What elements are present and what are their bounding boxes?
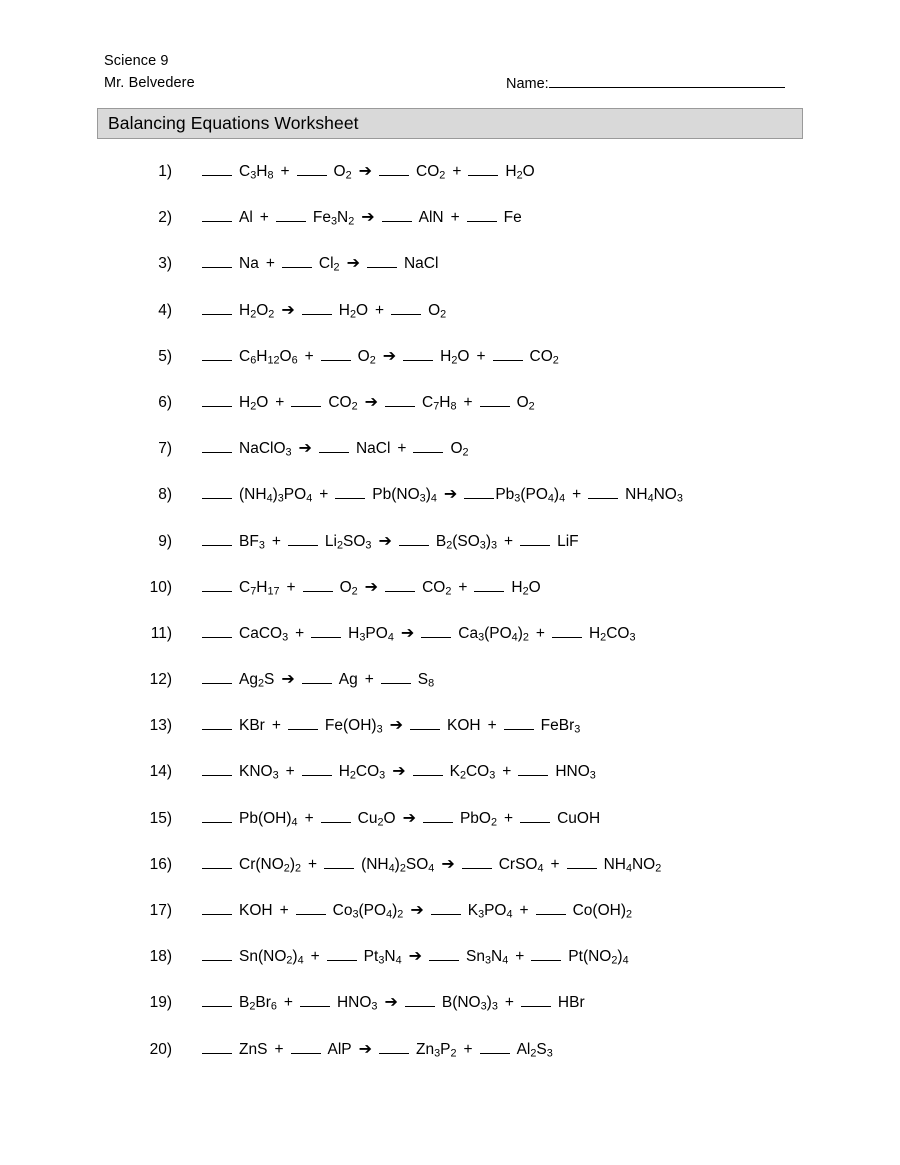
coefficient-blank[interactable]: [399, 532, 429, 546]
equation-number: 17): [149, 902, 172, 919]
chemical-formula: PbO$_2$: [459, 809, 498, 828]
plus-operator: +: [286, 578, 296, 596]
chemical-formula: $H_2CO_3$: [338, 763, 386, 782]
coefficient-blank[interactable]: [567, 855, 597, 869]
coefficient-blank[interactable]: [520, 809, 550, 823]
coefficient-blank[interactable]: [202, 301, 232, 315]
plus-operator: +: [476, 347, 486, 365]
chemical-formula: $O_2$: [357, 347, 376, 367]
coefficient-blank[interactable]: [464, 485, 494, 499]
plus-operator: +: [463, 1040, 473, 1058]
plus-operator: +: [535, 624, 545, 642]
chemical-formula: NaClO$_3$: [239, 440, 292, 459]
equation-expression: [202, 898, 632, 922]
equation-row: [0, 205, 900, 251]
chemical-formula: $Cu_2O$: [357, 809, 396, 828]
coefficient-blank[interactable]: [202, 624, 232, 638]
coefficient-blank[interactable]: [202, 347, 232, 361]
equation-number: 15): [149, 809, 172, 827]
chemical-formula: $Pb(OH)_4$: [239, 809, 298, 828]
coefficient-blank[interactable]: [382, 208, 412, 222]
coefficient-blank[interactable]: [202, 439, 232, 453]
chemical-formula: NaCl: [355, 440, 391, 458]
plus-operator: +: [504, 532, 514, 550]
reaction-arrow-icon: ➔: [408, 948, 422, 966]
chemical-formula: $HNO_3$: [336, 994, 378, 1013]
reaction-arrow-icon: ➔: [298, 440, 312, 458]
reaction-arrow-icon: ➔: [410, 902, 424, 919]
chemical-formula: $O_2$: [428, 301, 447, 320]
coefficient-blank[interactable]: [493, 347, 523, 361]
chemical-formula: $C_7H_{17}$: [239, 578, 280, 598]
equation-expression: [202, 529, 579, 553]
coefficient-blank[interactable]: [552, 624, 582, 638]
chemical-formula: $H_2O$: [505, 163, 535, 182]
plus-operator: +: [397, 440, 407, 458]
plus-operator: +: [463, 393, 473, 411]
equation-row: [0, 713, 900, 759]
coefficient-blank[interactable]: [202, 855, 232, 869]
plus-operator: +: [504, 994, 514, 1012]
plus-operator: +: [283, 994, 293, 1012]
coefficient-blank[interactable]: [462, 855, 492, 869]
plus-operator: +: [304, 347, 314, 365]
chemical-formula: Na: [239, 255, 259, 273]
chemical-formula: AlP: [327, 1040, 352, 1058]
coefficient-blank[interactable]: [381, 670, 411, 684]
coefficient-blank[interactable]: [474, 578, 504, 592]
coefficient-blank[interactable]: [321, 809, 351, 823]
reaction-arrow-icon: ➔: [378, 532, 392, 550]
coefficient-blank[interactable]: [467, 208, 497, 222]
coefficient-blank[interactable]: [202, 716, 232, 730]
course-name: Science 9: [104, 53, 169, 69]
equation-number: 20): [149, 1040, 172, 1058]
equation-expression: [202, 251, 438, 275]
coefficient-blank[interactable]: [297, 162, 327, 176]
plus-operator: +: [515, 948, 525, 966]
chemical-formula: $Li_2SO_3$: [324, 532, 372, 551]
course-info: [104, 50, 195, 94]
coefficient-blank[interactable]: [202, 947, 232, 961]
coefficient-blank[interactable]: [324, 855, 354, 869]
equation-expression: [202, 159, 535, 183]
chemical-formula: $Fe(OH)_3$: [324, 717, 383, 736]
coefficient-blank[interactable]: [403, 347, 433, 361]
equation-expression: [202, 944, 629, 968]
plus-operator: +: [279, 902, 289, 919]
chemical-formula: $C_7H_8$: [422, 393, 457, 413]
name-label: Name:: [506, 76, 549, 92]
page-title: Balancing Equations Worksheet: [108, 113, 359, 133]
chemical-formula: $Pb_3(PO_4)_4$: [495, 486, 566, 505]
coefficient-blank[interactable]: [321, 347, 351, 361]
coefficient-blank[interactable]: [282, 254, 312, 268]
plus-operator: +: [375, 301, 385, 319]
chemical-formula: $H_2O$: [239, 393, 269, 413]
chemical-formula: KOH: [239, 902, 273, 919]
coefficient-blank[interactable]: [504, 716, 534, 730]
chemical-formula: $KNO_3$: [239, 763, 279, 782]
reaction-arrow-icon: ➔: [400, 624, 415, 642]
equation-expression: [202, 436, 469, 460]
chemical-formula: $CO_2$: [529, 347, 559, 367]
equation-number: 4): [158, 301, 172, 319]
coefficient-blank[interactable]: [431, 901, 461, 915]
coefficient-blank[interactable]: [335, 485, 365, 499]
coefficient-blank[interactable]: [405, 993, 435, 1007]
chemical-formula: $O_2$: [516, 393, 535, 413]
equation-expression: [202, 575, 541, 599]
coefficient-blank[interactable]: [410, 716, 440, 730]
plus-operator: +: [295, 624, 305, 642]
chemical-formula: $H_2CO_3$: [588, 624, 636, 644]
equation-number: 8): [158, 486, 172, 504]
reaction-arrow-icon: ➔: [358, 163, 373, 180]
equation-row: [0, 759, 900, 805]
equation-number: 18): [149, 948, 172, 966]
chemical-formula: $K_2CO_3$: [449, 763, 496, 782]
chemical-formula: $H_2O$: [511, 578, 541, 598]
equation-list: [0, 159, 900, 1083]
coefficient-blank[interactable]: [288, 716, 318, 730]
reaction-arrow-icon: ➔: [441, 855, 455, 873]
coefficient-blank[interactable]: [421, 624, 451, 638]
chemical-formula: $NH_4NO_2$: [603, 855, 662, 875]
reaction-arrow-icon: ➔: [346, 255, 360, 273]
coefficient-blank[interactable]: [202, 532, 232, 546]
teacher-name: Mr. Belvedere: [104, 75, 195, 91]
chemical-formula: CaCO$_3$: [239, 624, 289, 644]
equation-expression: [202, 713, 580, 737]
reaction-arrow-icon: ➔: [402, 809, 416, 827]
coefficient-blank[interactable]: [480, 393, 510, 407]
plus-operator: +: [265, 255, 275, 273]
equation-number: 9): [158, 532, 172, 550]
coefficient-blank[interactable]: [468, 162, 498, 176]
coefficient-blank[interactable]: [536, 901, 566, 915]
plus-operator: +: [280, 163, 290, 180]
chemical-formula: $(NH_4)_3PO_4$: [239, 486, 313, 505]
chemical-formula: Ag: [338, 671, 358, 689]
coefficient-blank[interactable]: [300, 993, 330, 1007]
coefficient-blank[interactable]: [588, 485, 618, 499]
plus-operator: +: [458, 578, 468, 596]
coefficient-blank[interactable]: [291, 1040, 321, 1054]
equation-expression: [202, 298, 446, 322]
chemical-formula: $Zn_3P_2$: [416, 1040, 457, 1059]
equation-row: [0, 990, 900, 1036]
coefficient-blank[interactable]: [303, 578, 333, 592]
coefficient-blank[interactable]: [202, 762, 232, 776]
chemical-formula: $H_3PO_4$: [348, 624, 394, 644]
chemical-formula: NaCl: [403, 255, 439, 273]
equation-row: [0, 667, 900, 713]
equation-number: 3): [158, 255, 172, 273]
chemical-formula: $H_2O_2$: [239, 301, 275, 320]
reaction-arrow-icon: ➔: [364, 393, 379, 411]
coefficient-blank[interactable]: [429, 947, 459, 961]
equation-expression: [202, 806, 600, 830]
reaction-arrow-icon: ➔: [392, 763, 406, 781]
plus-operator: +: [452, 163, 462, 180]
chemical-formula: Fe: [503, 209, 522, 227]
equation-row: [0, 806, 900, 852]
equation-number: 13): [149, 717, 172, 735]
equation-expression: [202, 205, 522, 229]
chemical-formula: $NH_4NO_3$: [625, 486, 683, 505]
chemical-formula: $Ag_2S$: [239, 671, 275, 690]
chemical-formula: $B(NO_3)_3$: [441, 994, 498, 1013]
chemical-formula: ZnS: [239, 1040, 268, 1058]
coefficient-blank[interactable]: [521, 993, 551, 1007]
chemical-formula: $Cr(NO_2)_2$: [239, 855, 302, 875]
chemical-formula: $Pt(NO_2)_4$: [568, 948, 629, 967]
plus-operator: +: [519, 902, 529, 919]
chemical-formula: $CO_2$: [416, 163, 446, 182]
chemical-formula: FeBr$_3$: [540, 717, 581, 736]
chemical-formula: $O_2$: [339, 578, 358, 598]
plus-operator: +: [364, 671, 374, 689]
plus-operator: +: [504, 809, 514, 827]
chemical-formula: $H_2O$: [338, 301, 369, 320]
plus-operator: +: [275, 393, 285, 411]
coefficient-blank[interactable]: [202, 809, 232, 823]
coefficient-blank[interactable]: [413, 762, 443, 776]
chemical-formula: $Sn(NO_2)_4$: [239, 948, 304, 967]
chemical-formula: KOH: [447, 717, 481, 735]
chemical-formula: CuOH: [557, 809, 601, 827]
equation-row: [0, 529, 900, 575]
coefficient-blank[interactable]: [302, 762, 332, 776]
chemical-formula: $K_3PO_4$: [467, 902, 513, 921]
equation-number: 16): [149, 855, 172, 873]
chemical-formula: Al: [239, 209, 253, 227]
coefficient-blank[interactable]: [391, 301, 421, 315]
reaction-arrow-icon: ➔: [382, 347, 397, 365]
reaction-arrow-icon: ➔: [443, 486, 458, 504]
chemical-formula: $H_2O$: [440, 347, 470, 367]
equation-number: 10): [149, 578, 172, 596]
coefficient-blank[interactable]: [327, 947, 357, 961]
chemical-formula: $O_2$: [333, 163, 352, 182]
equation-number: 1): [158, 163, 172, 180]
worksheet-title-banner: [97, 108, 803, 139]
chemical-formula: CrSO$_4$: [498, 855, 544, 875]
coefficient-blank[interactable]: [276, 208, 306, 222]
coefficient-blank[interactable]: [480, 1040, 510, 1054]
plus-operator: +: [310, 948, 320, 966]
equation-expression: [202, 621, 635, 645]
coefficient-blank[interactable]: [296, 901, 326, 915]
plus-operator: +: [285, 763, 295, 781]
equation-number: 2): [158, 209, 172, 227]
plus-operator: +: [487, 717, 497, 735]
chemical-formula: $S_8$: [417, 671, 435, 690]
equation-row: [0, 390, 900, 436]
plus-operator: +: [572, 486, 582, 504]
coefficient-blank[interactable]: [202, 162, 232, 176]
chemical-formula: $Fe_3N_2$: [312, 209, 355, 228]
equation-row: [0, 159, 900, 205]
equation-row: [0, 1037, 900, 1083]
chemical-formula: KBr: [239, 717, 265, 735]
coefficient-blank[interactable]: [302, 670, 332, 684]
chemical-formula: $Cl_2$: [318, 255, 340, 274]
equation-row: [0, 251, 900, 297]
chemical-formula: $Al_2S_3$: [516, 1040, 553, 1059]
coefficient-blank[interactable]: [379, 1040, 409, 1054]
equation-expression: [202, 759, 596, 783]
reaction-arrow-icon: ➔: [389, 717, 404, 735]
plus-operator: +: [259, 209, 269, 227]
coefficient-blank[interactable]: [302, 301, 332, 315]
reaction-arrow-icon: ➔: [281, 301, 295, 319]
plus-operator: +: [550, 855, 560, 873]
plus-operator: +: [271, 532, 281, 550]
reaction-arrow-icon: ➔: [281, 671, 295, 689]
coefficient-blank[interactable]: [379, 162, 409, 176]
coefficient-blank[interactable]: [202, 993, 232, 1007]
coefficient-blank[interactable]: [367, 254, 397, 268]
plus-operator: +: [274, 1040, 284, 1058]
equation-row: [0, 482, 900, 528]
chemical-formula: $Pb(NO_3)_4$: [372, 486, 437, 505]
chemical-formula: $CO_2$: [422, 578, 452, 598]
equation-expression: [202, 852, 661, 876]
coefficient-blank[interactable]: [413, 439, 443, 453]
coefficient-blank[interactable]: [311, 624, 341, 638]
equation-number: 14): [149, 763, 172, 781]
equation-row: [0, 621, 900, 667]
chemical-formula: $Ca_3(PO_4)_2$: [458, 624, 529, 644]
chemical-formula: $C_3H_8$: [239, 163, 274, 182]
equation-row: [0, 575, 900, 621]
coefficient-blank[interactable]: [202, 670, 232, 684]
page-header: [104, 50, 804, 98]
chemical-formula: AlN: [418, 209, 444, 227]
chemical-formula: $HNO_3$: [555, 763, 596, 782]
equation-row: [0, 298, 900, 344]
chemical-formula: $Sn_3N_4$: [466, 948, 509, 967]
name-write-in-line[interactable]: [549, 72, 785, 88]
coefficient-blank[interactable]: [385, 578, 415, 592]
chemical-formula: $B_2Br_6$: [239, 994, 277, 1013]
coefficient-blank[interactable]: [291, 393, 321, 407]
equation-expression: [202, 390, 535, 414]
coefficient-blank[interactable]: [288, 532, 318, 546]
equation-expression: [202, 482, 683, 506]
coefficient-blank[interactable]: [202, 254, 232, 268]
chemical-formula: $O_2$: [450, 440, 469, 459]
equation-row: [0, 436, 900, 482]
coefficient-blank[interactable]: [531, 947, 561, 961]
coefficient-blank[interactable]: [202, 393, 232, 407]
equation-number: 5): [158, 347, 172, 365]
equation-row: [0, 898, 900, 944]
equation-number: 11): [150, 624, 172, 642]
equation-expression: [202, 990, 585, 1014]
equation-number: 19): [149, 994, 172, 1012]
equation-number: 7): [158, 440, 172, 458]
coefficient-blank[interactable]: [520, 532, 550, 546]
chemical-formula: LiF: [557, 532, 579, 550]
plus-operator: +: [304, 809, 314, 827]
chemical-formula: $Pt_3N_4$: [363, 948, 402, 967]
coefficient-blank[interactable]: [518, 762, 548, 776]
plus-operator: +: [502, 763, 512, 781]
coefficient-blank[interactable]: [202, 901, 232, 915]
chemical-formula: HBr: [557, 994, 585, 1012]
student-name-field[interactable]: [506, 72, 785, 95]
equation-row: [0, 852, 900, 898]
reaction-arrow-icon: ➔: [361, 209, 375, 227]
coefficient-blank[interactable]: [319, 439, 349, 453]
equation-number: 12): [149, 671, 172, 689]
equation-row: [0, 344, 900, 390]
coefficient-blank[interactable]: [202, 578, 232, 592]
plus-operator: +: [271, 717, 281, 735]
chemical-formula: $B_2(SO_3)_3$: [435, 532, 498, 551]
equation-expression: [202, 1037, 553, 1061]
equation-expression: [202, 344, 559, 368]
plus-operator: +: [308, 855, 318, 873]
chemical-formula: $Co_3(PO_4)_2$: [332, 902, 404, 921]
coefficient-blank[interactable]: [202, 485, 232, 499]
equation-row: [0, 944, 900, 990]
coefficient-blank[interactable]: [385, 393, 415, 407]
reaction-arrow-icon: ➔: [358, 1040, 373, 1058]
equation-number: 6): [158, 393, 172, 411]
chemical-formula: $CO_2$: [328, 393, 358, 413]
chemical-formula: $C_6H_{12}O_6$: [239, 347, 298, 367]
plus-operator: +: [319, 486, 329, 504]
chemical-formula: $BF_3$: [239, 532, 265, 551]
equation-expression: [202, 667, 434, 691]
chemical-formula: $Co(OH)_2$: [572, 902, 633, 921]
plus-operator: +: [450, 209, 460, 227]
chemical-formula: $(NH_4)_2SO_4$: [361, 855, 435, 875]
reaction-arrow-icon: ➔: [364, 578, 379, 596]
reaction-arrow-icon: ➔: [384, 994, 398, 1012]
coefficient-blank[interactable]: [423, 809, 453, 823]
coefficient-blank[interactable]: [202, 208, 232, 222]
coefficient-blank[interactable]: [202, 1040, 232, 1054]
